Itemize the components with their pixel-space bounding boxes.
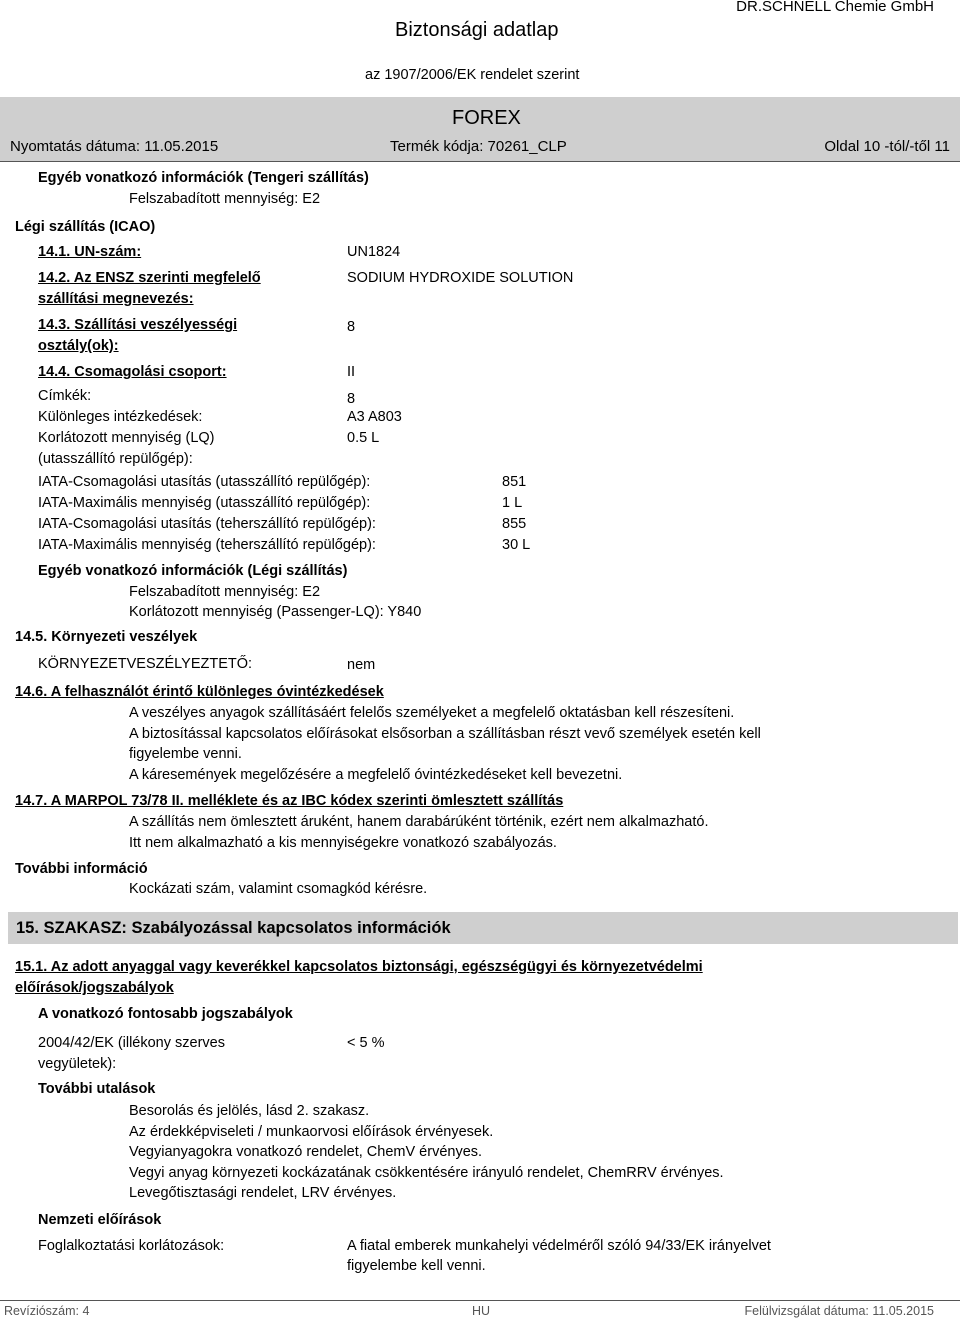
precaution-line: A biztosítással kapcsolatos előírásokat elsősorban a szállításban részt vevő személyek esetén kell bbox=[129, 726, 761, 742]
print-date: Nyomtatás dátuma: 11.05.2015 bbox=[10, 138, 219, 155]
iata-label: IATA-Maximális mennyiség (utasszállító repülőgép): bbox=[38, 495, 371, 511]
further-info-text: Kockázati szám, valamint csomagkód kérésre. bbox=[129, 881, 428, 897]
language-code: HU bbox=[472, 1304, 491, 1318]
shipping-name-label-2: szállítási megnevezés: bbox=[38, 291, 194, 307]
document-title: Biztonsági adatlap bbox=[395, 19, 559, 41]
labels-label: Címkék: bbox=[38, 388, 92, 404]
additional-notes-heading: További utalások bbox=[38, 1081, 156, 1097]
note-line: Vegyi anyag környezeti kockázatának csökkentésére irányuló rendelet, ChemRRV érvényes. bbox=[129, 1165, 724, 1181]
eu-regulations-heading: A vonatkozó fontosabb jogszabályok bbox=[38, 1006, 293, 1022]
product-code: Termék kódja: 70261_CLP bbox=[390, 138, 567, 155]
iata-value: 1 L bbox=[502, 495, 523, 511]
iata-value: 30 L bbox=[502, 537, 531, 553]
product-name: FOREX bbox=[452, 107, 521, 129]
iata-label: IATA-Maximális mennyiség (teherszállító repülőgép): bbox=[38, 537, 376, 553]
page-number: Oldal 10 -tól/-től 11 bbox=[824, 138, 950, 155]
marpol-heading: 14.7. A MARPOL 73/78 II. melléklete és az IBC kódex szerinti ömlesztett szállítás bbox=[15, 793, 564, 809]
regulation-line: az 1907/2006/EK rendelet szerint bbox=[365, 67, 580, 83]
national-regulations-heading: Nemzeti előírások bbox=[38, 1212, 162, 1228]
note-line: Vegyianyagokra vonatkozó rendelet, ChemV érvényes. bbox=[129, 1144, 483, 1160]
marpol-line: A szállítás nem ömlesztett áruként, hanem darabárúként történik, ezért nem alkalmazható. bbox=[129, 814, 709, 830]
special-precautions-heading: 14.6. A felhasználót érintő különleges óvintézkedések bbox=[15, 684, 384, 700]
note-line: Az érdekképviseleti / munkaorvosi előírások érvényesek. bbox=[129, 1124, 494, 1140]
environmental-hazards-heading: 14.5. Környezeti veszélyek bbox=[15, 629, 198, 645]
header-divider bbox=[0, 161, 960, 162]
review-date: Felülvizsgálat dátuma: 11.05.2015 bbox=[744, 1304, 934, 1318]
special-provisions-value: A3 A803 bbox=[347, 409, 402, 425]
sea-other-heading: Egyéb vonatkozó információk (Tengeri szállítás) bbox=[38, 170, 369, 186]
labels-value: 8 bbox=[347, 391, 356, 407]
air-released-qty: Felszabadított mennyiség: E2 bbox=[129, 584, 321, 600]
employment-restrictions-value-2: figyelembe kell venni. bbox=[347, 1258, 486, 1274]
packing-group-value: II bbox=[347, 364, 356, 380]
limited-qty-value: 0.5 L bbox=[347, 430, 380, 446]
hazard-class-label-1: 14.3. Szállítási veszélyességi bbox=[38, 317, 238, 333]
section-15-1-heading-1: 15.1. Az adott anyaggal vagy keverékkel kapcsolatos biztonsági, egészségügyi és környezetvédelmi bbox=[15, 959, 703, 975]
marpol-line: Itt nem alkalmazható a kis mennyiségekre vonatkozó szabályozás. bbox=[129, 835, 557, 851]
iata-value: 855 bbox=[502, 516, 527, 532]
iata-value: 851 bbox=[502, 474, 527, 490]
sea-released-qty: Felszabadított mennyiség: E2 bbox=[129, 191, 321, 207]
section-15-title: 15. SZAKASZ: Szabályozással kapcsolatos információk bbox=[16, 919, 451, 937]
voc-label-1: 2004/42/EK (illékony szerves bbox=[38, 1035, 225, 1051]
further-info-heading: További információ bbox=[15, 861, 148, 877]
voc-label-2: vegyületek): bbox=[38, 1056, 117, 1072]
environmental-hazard-label: KÖRNYEZETVESZÉLYEZTETŐ: bbox=[38, 656, 253, 672]
voc-value: < 5 % bbox=[347, 1035, 385, 1051]
employment-restrictions-value-1: A fiatal emberek munkahelyi védelméről szóló 94/33/EK irányelvet bbox=[347, 1238, 771, 1254]
note-line: Levegőtisztasági rendelet, LRV érvényes. bbox=[129, 1185, 397, 1201]
environmental-hazard-value: nem bbox=[347, 657, 376, 673]
special-provisions-label: Különleges intézkedések: bbox=[38, 409, 203, 425]
revision-number: Revíziószám: 4 bbox=[4, 1304, 90, 1318]
footer-divider bbox=[0, 1300, 960, 1301]
air-passenger-lq: Korlátozott mennyiség (Passenger-LQ): Y840 bbox=[129, 604, 422, 620]
hazard-class-value: 8 bbox=[347, 319, 356, 335]
limited-qty-label-1: Korlátozott mennyiség (LQ) bbox=[38, 430, 215, 446]
section-15-1-heading-2: előírások/jogszabályok bbox=[15, 980, 174, 996]
iata-label: IATA-Csomagolási utasítás (teherszállító repülőgép): bbox=[38, 516, 376, 532]
precaution-line: A káresemények megelőzésére a megfelelő óvintézkedéseket kell bevezetni. bbox=[129, 767, 623, 783]
shipping-name-label-1: 14.2. Az ENSZ szerinti megfelelő bbox=[38, 270, 261, 286]
note-line: Besorolás és jelölés, lásd 2. szakasz. bbox=[129, 1103, 370, 1119]
company-name: DR.SCHNELL Chemie GmbH bbox=[736, 0, 934, 15]
employment-restrictions-label: Foglalkoztatási korlátozások: bbox=[38, 1238, 225, 1254]
precaution-line: A veszélyes anyagok szállításáért felelős személyeket a megfelelő oktatásban kell részesíteni. bbox=[129, 705, 735, 721]
limited-qty-label-2: (utasszállító repülőgép): bbox=[38, 451, 193, 467]
un-number-label: 14.1. UN-szám: bbox=[38, 244, 142, 260]
packing-group-label: 14.4. Csomagolási csoport: bbox=[38, 364, 227, 380]
iata-label: IATA-Csomagolási utasítás (utasszállító repülőgép): bbox=[38, 474, 371, 490]
precaution-line: figyelembe venni. bbox=[129, 746, 242, 762]
air-transport-heading: Légi szállítás (ICAO) bbox=[15, 219, 156, 235]
shipping-name-value: SODIUM HYDROXIDE SOLUTION bbox=[347, 270, 574, 286]
air-other-heading: Egyéb vonatkozó információk (Légi szállítás) bbox=[38, 563, 348, 579]
un-number-value: UN1824 bbox=[347, 244, 401, 260]
hazard-class-label-2: osztály(ok): bbox=[38, 338, 119, 354]
section-15-bar bbox=[8, 912, 958, 944]
